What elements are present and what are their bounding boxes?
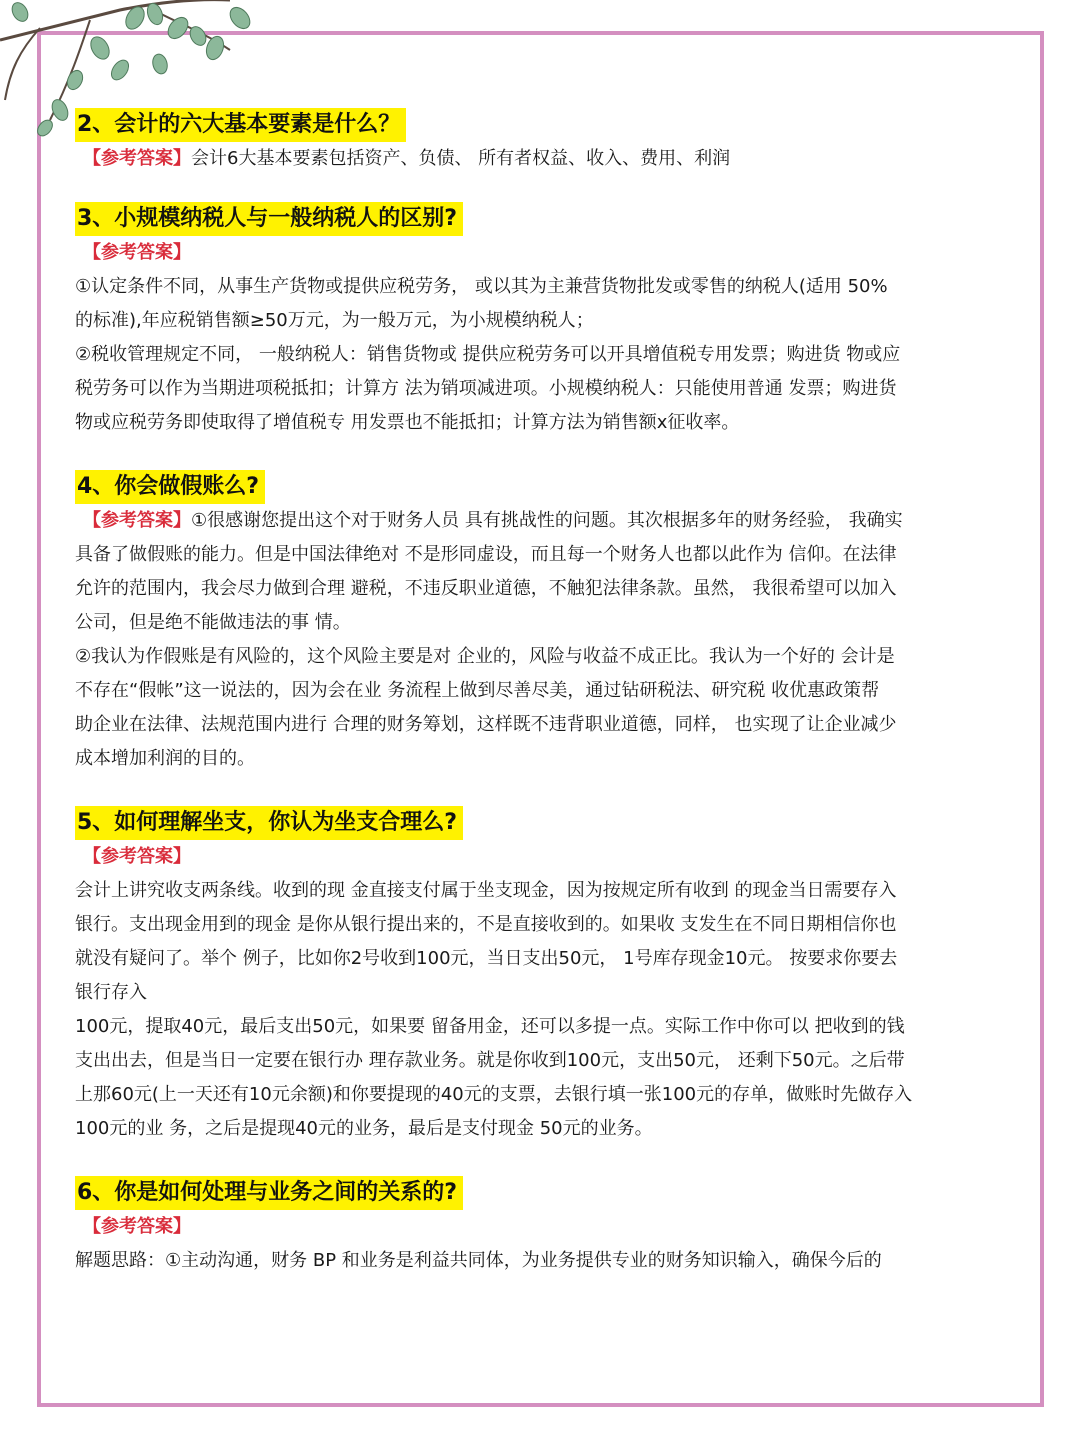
answer-line: 物或应税劳务即使取得了增值税专 用发票也不能抵扣；计算方法为销售额x征收率。: [75, 412, 740, 433]
answer-line: 不存在“假帐”这一说法的，因为会在业 务流程上做到尽善尽美，通过钻研税法、研究税 收优惠政策帮: [75, 680, 880, 701]
question-title: 4、你会做假账么?: [75, 470, 265, 504]
qa-content: [75, 108, 1010, 1304]
answer-line: ②税收管理规定不同， 一般纳税人：销售货物或 提供应税劳务可以开具增值税专用发票；购进货 物或应: [75, 344, 901, 365]
answer-line: 会计上讲究收支两条线。收到的现 金直接支付属于坐支现金，因为按规定所有收到 的现金当日需要存入: [75, 880, 897, 901]
answer-line: ①认定条件不同，从事生产货物或提供应税劳务， 或以其为主兼营货物批发或零售的纳税人(适用 50%: [75, 276, 888, 297]
answer-text: 会计6大基本要素包括资产、负债、 所有者权益、收入、费用、利润: [191, 148, 731, 169]
answer-label: 【参考答案】: [83, 846, 191, 867]
question-title: 3、小规模纳税人与一般纳税人的区别?: [75, 202, 463, 236]
answer-line: 上那60元(上一天还有10元余额)和你要提现的40元的支票，去银行填一张100元的存单，做账时先做存入: [75, 1084, 913, 1105]
question-title: 6、你是如何处理与业务之间的关系的?: [75, 1176, 463, 1210]
answer-line: 支出出去，但是当日一定要在银行办 理存款业务。就是你收到100元，支出50元， 还剩下50元。之后带: [75, 1050, 905, 1071]
answer-line: 税劳务可以作为当期进项税抵扣；计算方 法为销项减进项。小规模纳税人：只能使用普通 发票；购进货: [75, 378, 897, 399]
answer-label: 【参考答案】: [83, 242, 191, 263]
question-4: [75, 470, 1010, 776]
answer-label: 【参考答案】: [83, 510, 191, 531]
answer-line: 助企业在法律、法规范围内进行 合理的财务筹划，这样既不违背职业道德，同样， 也实现了让企业减少: [75, 714, 897, 735]
answer-line: 的标准),年应税销售额≥50万元，为一般万元，为小规模纳税人；: [75, 310, 594, 331]
question-5: [75, 806, 1010, 1146]
question-title: 2、会计的六大基本要素是什么？: [75, 108, 406, 142]
answer-line: 100元，提取40元，最后支出50元，如果要 留备用金，还可以多提一点。实际工作中你可以 把收到的钱: [75, 1016, 905, 1037]
answer-line: 100元的业 务，之后是提现40元的业务，最后是支付现金 50元的业务。: [75, 1118, 653, 1139]
question-3: [75, 202, 1010, 440]
answer-line: [75, 142, 1010, 176]
answer-line: ②我认为作假账是有风险的，这个风险主要是对 企业的，风险与收益不成正比。我认为一个好的 会计是: [75, 646, 895, 667]
question-2: [75, 108, 1010, 176]
answer-line: 就没有疑问了。举个 例子，比如你2号收到100元，当日支出50元， 1号库存现金10元。 按要求你要去: [75, 948, 898, 969]
answer-line: 允许的范围内，我会尽力做到合理 避税，不违反职业道德，不触犯法律条款。虽然， 我很希望可以加入: [75, 578, 897, 599]
answer-line: 银行。支出现金用到的现金 是你从银行提出来的，不是直接收到的。如果收 支发生在不同日期相信你也: [75, 914, 897, 935]
answer-line: 成本增加利润的目的。: [75, 748, 255, 769]
answer-line: 具备了做假账的能力。但是中国法律绝对 不是形同虚设，而且每一个财务人也都以此作为 信仰。在法律: [75, 544, 897, 565]
answer-label: 【参考答案】: [83, 148, 191, 169]
answer-line: 银行存入: [75, 982, 147, 1003]
answer-line: 公司，但是绝不能做违法的事 情。: [75, 612, 351, 633]
question-6: [75, 1176, 1010, 1278]
question-title: 5、如何理解坐支，你认为坐支合理么?: [75, 806, 463, 840]
answer-label: 【参考答案】: [83, 1216, 191, 1237]
answer-line: 解题思路：①主动沟通，财务 BP 和业务是利益共同体，为业务提供专业的财务知识输入，确保今后的: [75, 1250, 882, 1271]
answer-text: ①很感谢您提出这个对于财务人员 具有挑战性的问题。其次根据多年的财务经验， 我确实: [191, 510, 903, 531]
